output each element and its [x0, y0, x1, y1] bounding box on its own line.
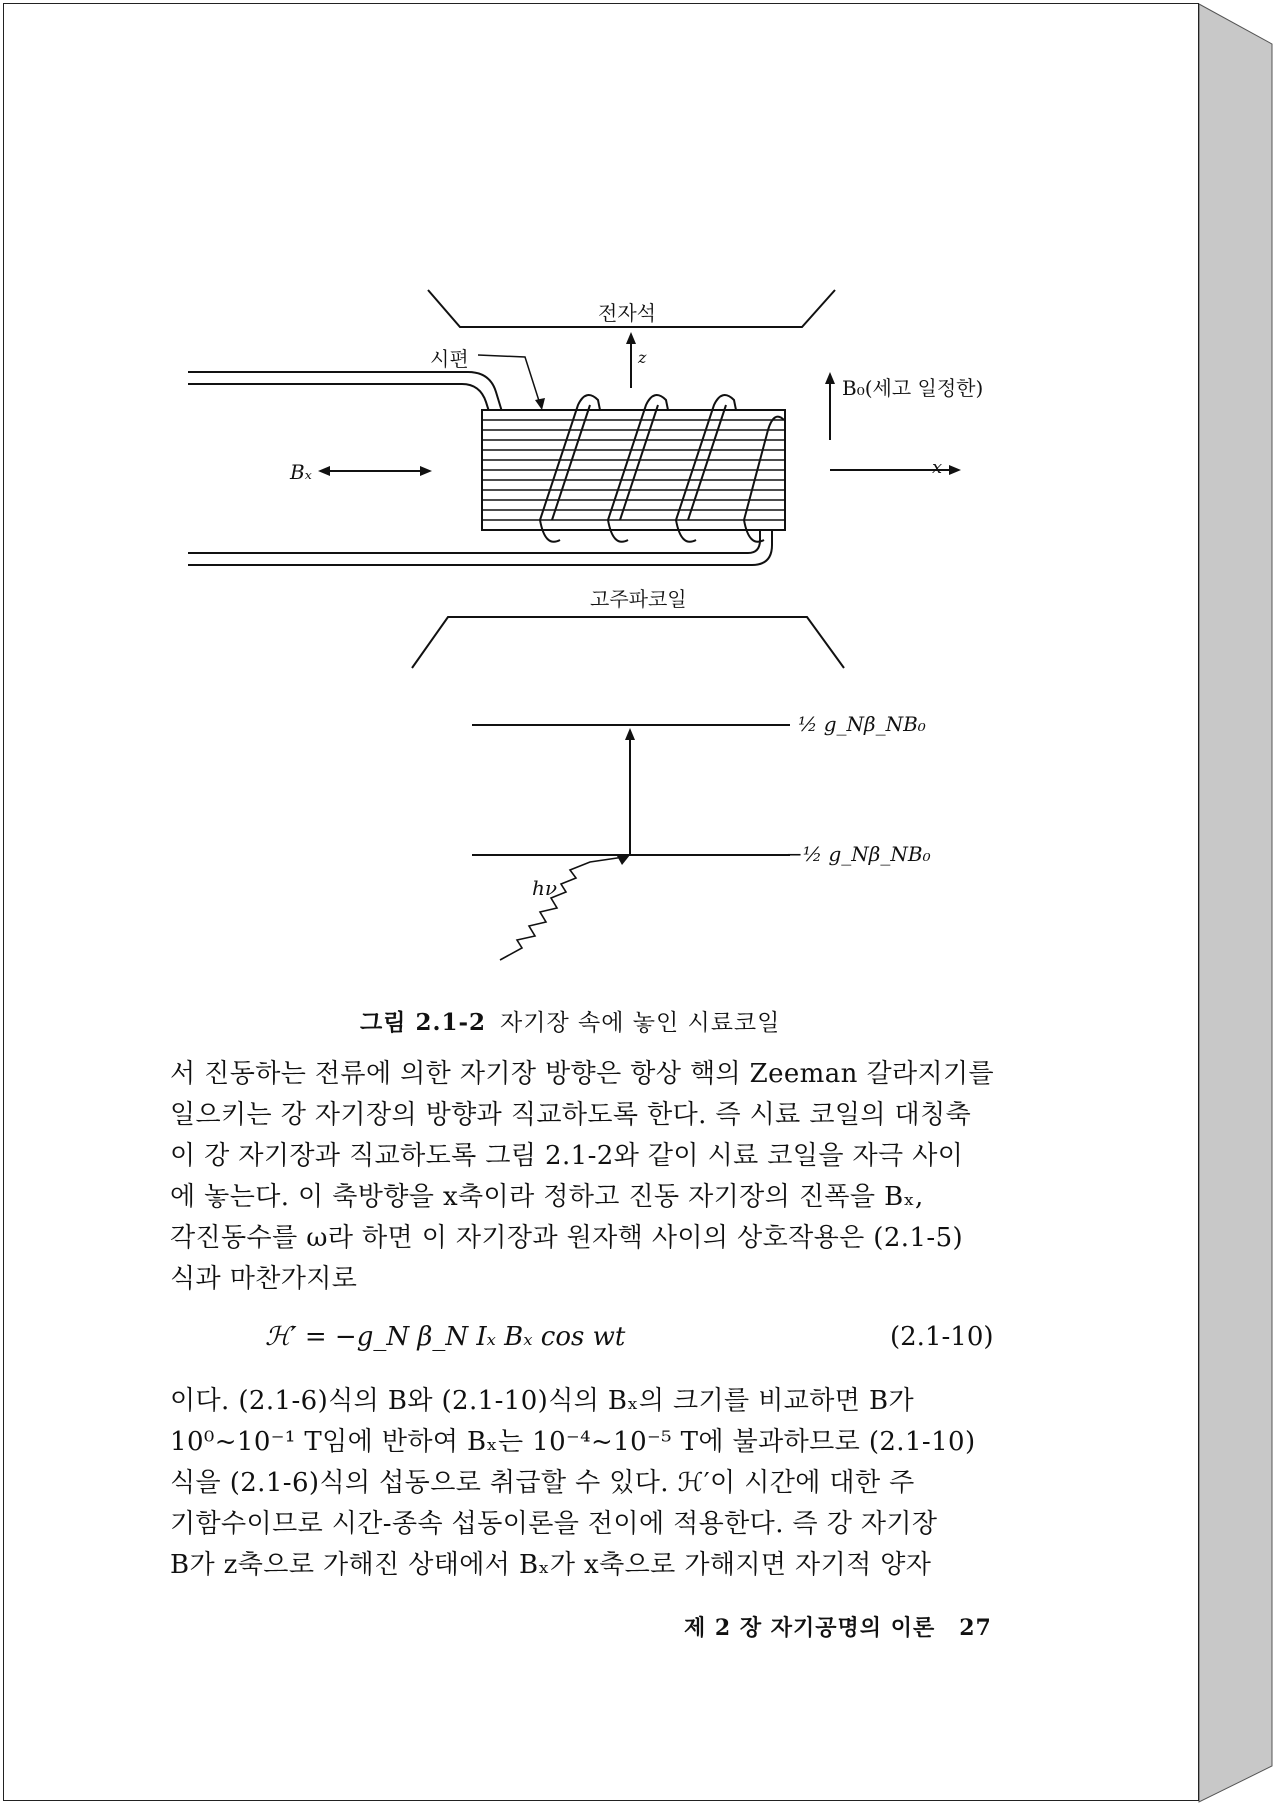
paragraph-line: 식과 마찬가지로	[170, 1264, 358, 1294]
paragraph-line: 식을 (2.1-6)식의 섭동으로 취급할 수 있다. ℋ′이 시간에 대한 주	[170, 1468, 915, 1498]
caption-number: 그림 2.1-2	[360, 1009, 487, 1036]
paragraph-line: 일으키는 강 자기장의 방향과 직교하도록 한다. 즉 시료 코일의 대칭축	[170, 1100, 972, 1130]
photon-label: hν	[532, 876, 558, 900]
paragraph-1	[170, 1054, 1020, 1300]
paragraph-line: 이 강 자기장과 직교하도록 그림 2.1-2와 같이 시료 코일을 자극 사이	[170, 1141, 964, 1171]
z-axis-label: z	[638, 348, 647, 367]
paragraph-line: 10⁰~10⁻¹ T임에 반하여 Bₓ는 10⁻⁴~10⁻⁵ T에 불과하므로 (2.1-10)	[170, 1427, 976, 1457]
x-axis-label: x	[932, 457, 943, 478]
equation: ℋ′ = −g_N β_N Iₓ Bₓ cos wt	[265, 1322, 626, 1352]
magnet-label: 전자석	[598, 301, 656, 325]
equation-number: (2.1-10)	[890, 1322, 994, 1352]
paragraph-line: 각진동수를 ω라 하면 이 자기장과 원자핵 사이의 상호작용은 (2.1-5)	[170, 1223, 964, 1253]
sample-label: 시편	[430, 347, 469, 371]
paragraph-line: 서 진동하는 전류에 의한 자기장 방향은 항상 핵의 Zeeman 갈라지기를	[170, 1059, 995, 1089]
coil-label: 고주파코일	[590, 587, 687, 611]
figure-caption	[360, 1004, 780, 1037]
paragraph-line: 이다. (2.1-6)식의 B와 (2.1-10)식의 Bₓ의 크기를 비교하면 B가	[170, 1386, 914, 1416]
b0-label: B₀(세고 일정한)	[842, 376, 984, 400]
page-number: 27	[959, 1615, 992, 1641]
paragraph-line: B가 z축으로 가해진 상태에서 Bₓ가 x축으로 가해지면 자기적 양자	[170, 1550, 932, 1580]
paragraph-2	[170, 1381, 1020, 1586]
paragraph-line: 기함수이므로 시간-종속 섭동이론을 전이에 적용한다. 즉 강 자기장	[170, 1509, 938, 1539]
magnet-lower-pole	[412, 617, 844, 668]
caption-text: 자기장 속에 놓인 시료코일	[500, 1010, 781, 1036]
upper-level-label: ½ g_Nβ_NB₀	[798, 712, 926, 736]
photon-wave	[500, 857, 624, 960]
paragraph-line: 에 놓는다. 이 축방향을 x축이라 정하고 진동 자기장의 진폭을 Bₓ,	[170, 1182, 924, 1212]
lower-level-label: −½ g_Nβ_NB₀	[786, 842, 931, 866]
page-footer	[684, 1611, 992, 1642]
chapter-title: 제 2 장 자기공명의 이론	[684, 1615, 936, 1641]
bx-label: Bₓ	[290, 460, 312, 484]
